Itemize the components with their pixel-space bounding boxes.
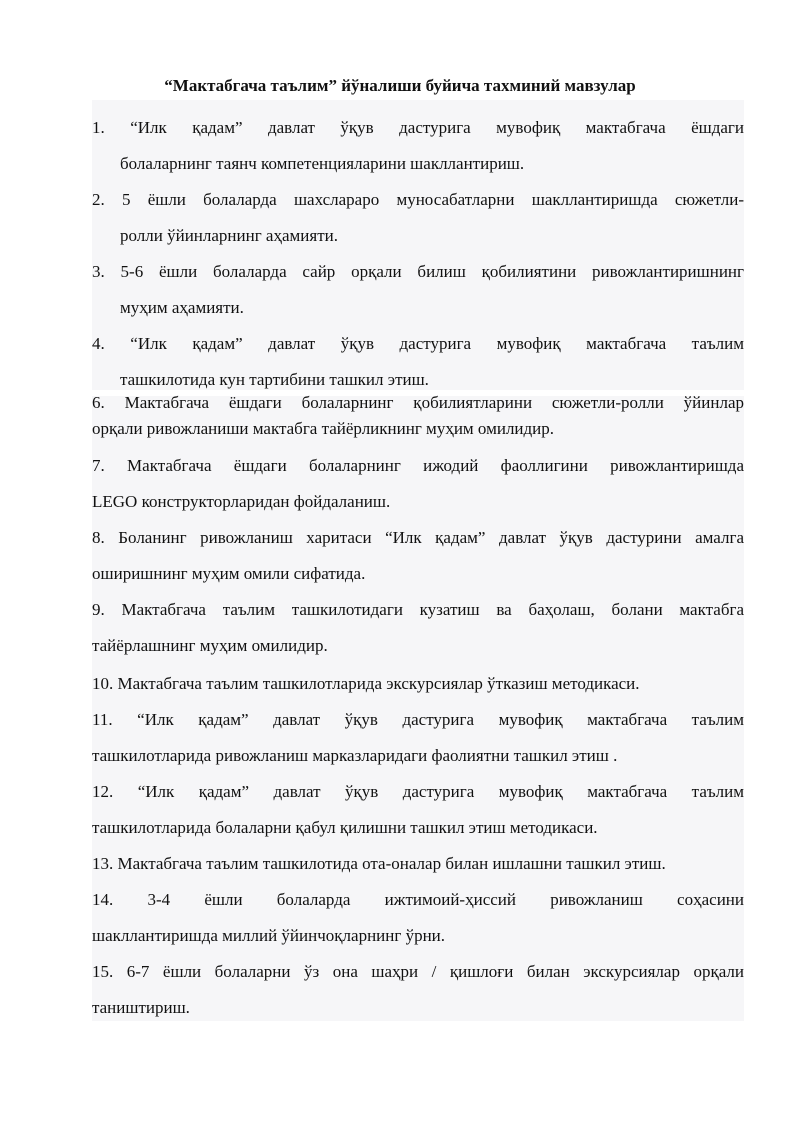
list-item-line: 11. “Илк қадам” давлат ўқув дастурига мувофиқ мактабгача таълим <box>92 710 744 729</box>
list-item-line: 3. 5-6 ёшли болаларда сайр орқали билиш қобилиятини ривожлантиришнинг <box>92 262 744 281</box>
list-item <box>92 182 744 254</box>
list-item <box>92 774 744 846</box>
list-item <box>92 326 744 392</box>
list-item-line: тайёрлашнинг муҳим омилидир. <box>92 636 328 655</box>
list-item <box>92 520 744 592</box>
list-item-line: 9. Мактабгача таълим ташкилотидаги кузатиш ва баҳолаш, болани мактабга <box>92 600 744 619</box>
list-item-line: 10. Мактабгача таълим ташкилотларида экскурсиялар ўтказиш методикаси. <box>92 674 640 693</box>
list-item-line: ташкилотларида болаларни қабул қилишни ташкил этиш методикаси. <box>92 818 598 837</box>
list-item-line: 1. “Илк қадам” давлат ўқув дастурига мувофиқ мактабгача ёшдаги <box>92 118 744 137</box>
list-item-line: ролли ўйинларнинг аҳамияти. <box>120 226 338 245</box>
list-item-line: 4. “Илк қадам” давлат ўқув дастурига мувофиқ мактабгача таълим <box>92 334 744 353</box>
list-item <box>92 110 744 182</box>
list-item <box>92 448 744 520</box>
list-item-line: 13. Мактабгача таълим ташкилотида ота-оналар билан ишлашни ташкил этиш. <box>92 854 666 873</box>
list-item <box>92 390 744 442</box>
page-title: “Мактабгача таълим” йўналиши буйича тахминий мавзулар <box>164 76 636 95</box>
list-item <box>92 666 744 702</box>
list-item-line: оширишнинг муҳим омили сифатида. <box>92 564 366 583</box>
list-item <box>92 954 744 1026</box>
list-item-line: 8. Боланинг ривожланиш харитаси “Илк қадам” давлат ўқув дастурини амалга <box>92 528 744 547</box>
list-item-line: муҳим аҳамияти. <box>120 298 244 317</box>
list-item-line: орқали ривожланиши мактабга тайёрликнинг муҳим омилидир. <box>92 419 555 438</box>
list-item <box>92 702 744 774</box>
list-item-line: ташкилотларида ривожланиш марказларидаги фаолиятни ташкил этиш . <box>92 746 618 765</box>
list-item <box>92 592 744 664</box>
list-item-line: 15. 6-7 ёшли болаларни ўз она шаҳри / қишлоғи билан экскурсиялар орқали <box>92 962 744 981</box>
list-item-line: таништириш. <box>92 998 190 1017</box>
list-item-line: 7. Мактабгача ёшдаги болаларнинг ижодий фаоллигини ривожлантиришда <box>92 456 744 475</box>
list-item-line: 2. 5 ёшли болаларда шахслараро муносабатларни шакллантиришда сюжетли- <box>92 190 744 209</box>
list-item-line: 14. 3-4 ёшли болаларда ижтимоий-ҳиссий ривожланиш соҳасини <box>92 890 744 909</box>
list-item <box>92 846 744 882</box>
list-item <box>92 882 744 954</box>
list-item-line: 6. Мактабгача ёшдаги болаларнинг қобилиятларини сюжетли-ролли ўйинлар <box>92 393 744 412</box>
list-item-line: шакллантиришда миллий ўйинчоқларнинг ўрни. <box>92 926 446 945</box>
list-item-line: болаларнинг таянч компетенцияларини шакллантириш. <box>120 154 525 173</box>
list-item <box>92 254 744 326</box>
list-item-line: LEGO конструкторларидан фойдаланиш. <box>92 492 391 511</box>
list-item-line: 12. “Илк қадам” давлат ўқув дастурига мувофиқ мактабгача таълим <box>92 782 744 801</box>
list-item-line: ташкилотида кун тартибини ташкил этиш. <box>120 370 429 389</box>
